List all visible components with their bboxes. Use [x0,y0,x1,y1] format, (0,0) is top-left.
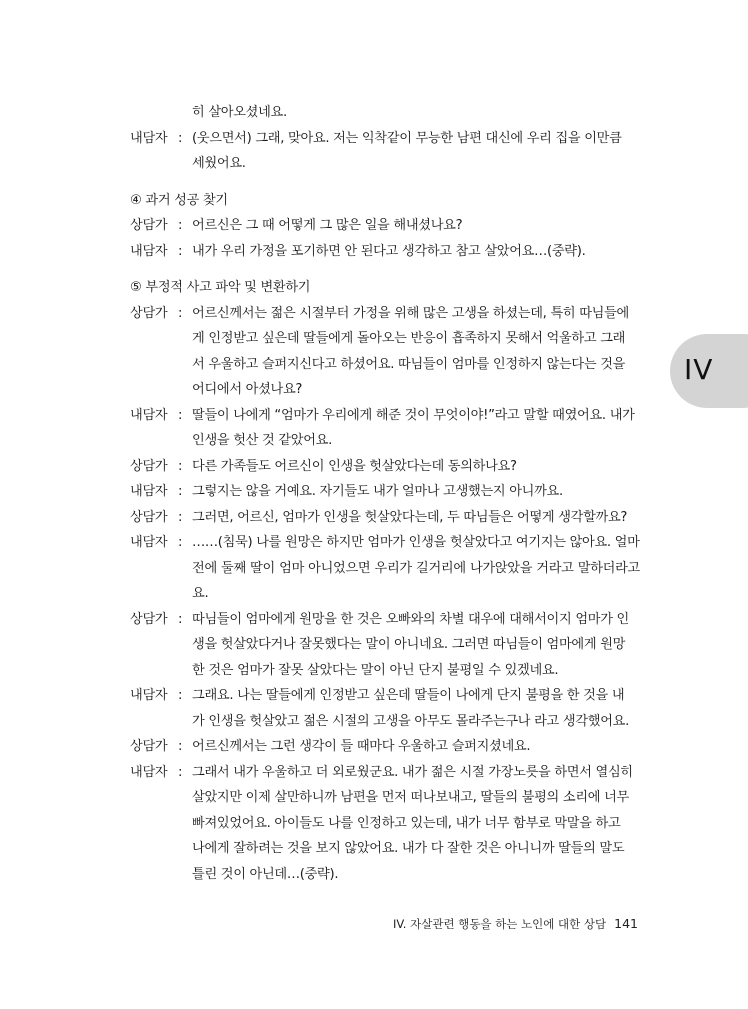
dialogue-text: 게 인정받고 싶은데 딸들에게 돌아오는 반응이 흡족하지 못해서 억울하고 그래 [192,331,626,346]
dialogue-continuation [130,862,640,888]
speaker-colon: : [178,484,183,499]
speaker-label: 내담자 [130,484,168,499]
dialogue-line [130,126,640,152]
dialogue-line [130,403,640,429]
speaker-label: 상담가 [130,458,168,474]
speaker-label: 내담자 [130,130,168,146]
speaker-label: 내담자 [130,243,168,259]
speaker-colon: : [178,688,183,703]
dialogue-line [130,734,640,760]
speaker-label: 상담가 [130,739,168,754]
speaker-colon: : [178,509,183,525]
speaker-label: 내담자 [130,764,168,780]
speaker-colon: : [178,611,183,627]
dialogue-text: (웃으면서) 그래, 맞아요. 저는 익착같이 무능한 남편 대신에 우리 집을 이만큼 [192,130,622,146]
section-heading: ④ 과거 성공 찾기 [130,192,228,208]
dialogue-line [130,760,640,786]
dialogue-line [130,301,640,327]
dialogue-continuation [130,811,640,837]
dialogue-continuation [130,632,640,658]
dialogue-text: 어르신께서는 그런 생각이 들 때마다 우울하고 슬퍼지셨네요. [192,739,531,754]
dialogue-text: ……(침묵) 나를 원망은 하지만 엄마가 인생을 헛살았다고 여기지는 않아요. 얼마 [192,535,640,550]
speaker-colon: : [178,764,183,780]
speaker-colon: : [178,739,183,754]
speaker-colon: : [178,458,183,474]
speaker-colon: : [178,243,183,259]
running-title: IV. 자살관련 행동을 하는 노인에 대한 상담 [393,917,607,931]
speaker-colon: : [178,535,183,550]
speaker-colon: : [178,407,183,423]
dialogue-line [130,213,640,239]
chapter-tab [670,334,748,408]
dialogue-continuation [130,352,640,378]
dialogue-continuation [130,709,640,735]
dialogue-continuation [130,658,640,684]
dialogue-continuation [130,428,640,454]
speaker-label: 내담자 [130,535,168,550]
dialogue-continuation [130,151,640,177]
chapter-tab-label: IV [684,353,714,386]
dialogue-continuation [130,100,640,126]
dialogue-line [130,454,640,480]
dialogue-continuation [130,326,640,352]
speaker-label: 상담가 [130,218,168,233]
dialogue-text: 다른 가족들도 어르신이 인생을 헛살았다는데 동의하나요? [192,458,517,474]
speaker-colon: : [178,130,183,146]
dialogue-text: 어디에서 아셨나요? [192,382,303,397]
dialogue-text: 가 인생을 헛살았고 젊은 시절의 고생을 아무도 몰라주는구나 라고 생각했어요. [192,713,629,729]
dialogue-text: 생을 헛살았다거나 잘못했다는 말이 아니네요. 그러면 따님들이 엄마에게 원망 [192,637,626,652]
dialogue-text: 살았지만 이제 살만하니까 남편을 먼저 떠나보내고, 딸들의 불평의 소리에 너무 [192,790,629,805]
speaker-label: 상담가 [130,305,168,321]
dialogue-text: 빠져있었어요. 아이들도 나를 인정하고 있는데, 내가 너무 함부로 막말을 하고 [192,815,621,831]
dialogue-text: 그래요. 나는 딸들에게 인정받고 싶은데 딸들이 나에게 단지 불평을 한 것을 내 [192,688,625,703]
dialogue-line [130,683,640,709]
dialogue-text: 어르신께서는 젊은 시절부터 가정을 위해 많은 고생을 하셨는데, 특히 따님들에 [192,305,629,321]
dialogue-text: 딸들이 나에게 “엄마가 우리에게 해준 것이 무엇이야!”라고 말할 때였어요. 내가 [192,407,635,423]
dialogue-text: 따님들이 엄마에게 원망을 한 것은 오빠와의 차별 대우에 대해서이지 엄마가 인 [192,611,629,627]
dialogue-text: 틀린 것이 아닌데…(중략). [192,866,339,882]
speaker-colon: : [178,218,183,233]
dialogue-line [130,505,640,531]
dialogue-text: 그래서 내가 우울하고 더 외로웠군요. 내가 젊은 시절 가장노릇을 하면서 열심히 [192,764,633,780]
dialogue-text: 세웠어요. [192,156,246,171]
speaker-label: 상담가 [130,509,168,525]
dialogue-text: 인생을 헛산 것 같았어요. [192,433,332,448]
dialogue-text: 서 우울하고 슬퍼지신다고 하셨어요. 따님들이 엄마를 인정하지 않는다는 것을 [192,356,626,372]
speaker-label: 상담가 [130,611,168,627]
dialogue-text: 그러면, 어르신, 엄마가 인생을 헛살았다는데, 두 따님들은 어떻게 생각할까요? [192,509,628,525]
dialogue-text: 어르신은 그 때 어떻게 그 많은 일을 해내셨나요? [192,218,463,233]
page-footer [393,916,638,932]
section-heading: ⑤ 부정적 사고 파악 및 변환하기 [130,280,311,295]
page-number: 141 [614,916,638,931]
dialogue-line [130,479,640,505]
dialogue-text: 한 것은 엄마가 잘못 살았다는 말이 아닌 단지 불평일 수 있겠네요. [192,662,559,678]
dialogue-text: 전에 둘째 딸이 엄마 아니었으면 우리가 길거리에 나가앉았을 거라고 말하더라고요. [192,560,640,601]
dialogue-text: 내가 우리 가정을 포기하면 안 된다고 생각하고 참고 살았어요…(중략). [192,243,586,259]
dialogue-line [130,530,640,556]
dialogue-text: 나에게 잘하려는 것을 보지 않았어요. 내가 다 잘한 것은 아니니까 딸들의 말도 [192,841,625,856]
dialogue-line [130,239,640,265]
dialogue-text: 히 살아오셨네요. [192,105,287,120]
dialogue-continuation [130,556,640,607]
counseling-transcript [130,100,640,887]
dialogue-line [130,607,640,633]
dialogue-text: 그렇지는 않을 거예요. 자기들도 내가 얼마나 고생했는지 아니까요. [192,484,563,499]
speaker-label: 내담자 [130,407,168,423]
dialogue-continuation [130,836,640,862]
speaker-label: 내담자 [130,688,168,703]
dialogue-continuation [130,377,640,403]
speaker-colon: : [178,305,183,321]
dialogue-continuation [130,785,640,811]
